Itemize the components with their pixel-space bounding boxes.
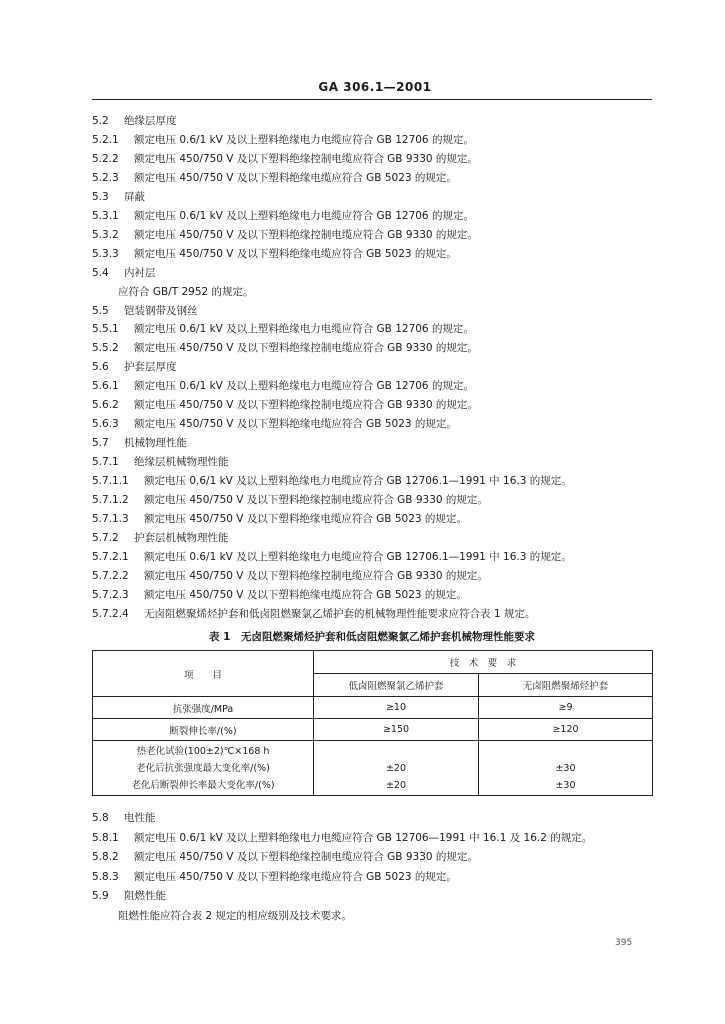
table-cell-aging-col2 [479, 741, 653, 796]
table-cell-value: ≥120 [479, 719, 653, 741]
page-number: 395 [615, 938, 633, 948]
clause-line [92, 209, 474, 223]
clause-line [92, 889, 166, 903]
clause-text: 额定电压 0.6/1 kV 及以上塑料绝缘电力电缆应符合 GB 12706.1—1991 中 16.3 的规定。 [144, 475, 572, 488]
clause-text: 额定电压 450/750 V 及以下塑料绝缘控制电缆应符合 GB 9330 的规定。 [134, 228, 478, 241]
clause-text: 额定电压 0.6/1 kV 及以上塑料绝缘电力电缆应符合 GB 12706.1—1991 中 16.3 的规定。 [144, 550, 572, 563]
table-row [93, 719, 653, 741]
clause-text: 绝缘层厚度 [124, 115, 177, 127]
clause-line [92, 870, 457, 884]
clause-number: 5.7.2.3 [92, 588, 129, 601]
aging-item-3: 老化后断裂伸长率最大变化率/(%) [131, 779, 275, 791]
clause-text: 额定电压 450/750 V 及以下塑料绝缘控制电缆应符合 GB 9330 的规定。 [134, 152, 478, 165]
clause-line [92, 531, 229, 545]
clause-number: 5.7.2.1 [92, 550, 129, 563]
table-cell-value: ≥10 [314, 697, 479, 719]
clause-text: 额定电压 450/750 V 及以下塑料绝缘控制电缆应符合 GB 9330 的规定。 [134, 342, 478, 355]
spec-table [92, 650, 653, 796]
clause-line [92, 512, 467, 526]
table-cell-item: 断裂伸长率/(%) [93, 719, 314, 741]
aging-item-1: 热老化试验(100±2)℃×168 h [136, 745, 270, 757]
clause-number: 5.8.2 [92, 851, 119, 864]
clause-number: 5.6 [92, 361, 109, 374]
clause-line [92, 474, 572, 488]
clause-line [92, 322, 474, 336]
clause-number: 5.7.1.2 [92, 494, 129, 506]
clause-number: 5.7.1.3 [92, 512, 129, 525]
clause-line [92, 266, 156, 280]
clause-text: 绝缘层机械物理性能 [134, 456, 229, 469]
header-rule [92, 99, 652, 100]
clause-text: 额定电压 0.6/1 kV 及以上塑料绝缘电力电缆应符合 GB 12706 的规定。 [134, 133, 474, 146]
clause-number: 5.5.2 [92, 342, 119, 355]
clause-line [92, 228, 478, 242]
clause-line [92, 417, 457, 431]
table-head-requirements: 技 术 要 求 [314, 651, 653, 674]
clause-number: 5.5.1 [92, 323, 119, 336]
aging-col2-a: ±30 [555, 762, 576, 774]
table-row [93, 697, 653, 719]
clause-number: 5.2 [92, 115, 109, 127]
clause-number: 5.8.1 [92, 831, 119, 844]
clause-text: 额定电压 450/750 V 及以下塑料绝缘控制电缆应符合 GB 9330 的规定。 [144, 569, 488, 582]
clause-text: 阻燃性能 [124, 890, 166, 903]
clause-text: 应符合 GB/T 2952 的规定。 [118, 285, 254, 298]
clause-number: 5.5 [92, 304, 109, 317]
clause-number: 5.8 [92, 812, 109, 824]
clause-line [92, 455, 229, 469]
table-cell-value: ≥9 [479, 697, 653, 719]
clause-text: 护套层机械物理性能 [134, 531, 229, 544]
clause-text: 额定电压 450/750 V 及以下塑料绝缘控制电缆应符合 GB 9330 的规定。 [134, 399, 478, 412]
table-head-col2: 无卤阻燃聚烯烃护套 [479, 674, 653, 697]
clause-text: 额定电压 0.6/1 kV 及以上塑料绝缘电力电缆应符合 GB 12706 的规定。 [134, 209, 474, 222]
clause-text: 屏蔽 [124, 190, 145, 203]
table-row-aging [93, 741, 653, 796]
clause-text: 电性能 [124, 812, 156, 824]
clause-text: 额定电压 450/750 V 及以下塑料绝缘电缆应符合 GB 5023 的规定。 [144, 588, 467, 601]
clause-line [92, 247, 457, 261]
clause-line [92, 569, 488, 583]
clause-number: 5.7.2.2 [92, 569, 129, 582]
clause-number: 5.7 [92, 437, 109, 450]
table-head-item: 项 目 [93, 651, 314, 697]
clause-number: 5.7.1.1 [92, 475, 129, 488]
clause-number: 5.4 [92, 266, 109, 279]
table-caption: 表 1 无卤阻燃聚烯烃护套和低卤阻燃聚氯乙烯护套机械物理性能要求 [209, 631, 535, 643]
clause-line [92, 304, 198, 318]
aging-col1-a: ±20 [385, 762, 407, 774]
aging-col1-b: ±20 [385, 779, 407, 791]
clause-line [92, 493, 488, 507]
clause-line [92, 360, 177, 374]
clause-line [92, 379, 474, 393]
table-cell-item: 抗张强度/MPa [93, 697, 314, 719]
aging-col2-b: ±30 [555, 779, 576, 791]
clause-text: 额定电压 450/750 V 及以下塑料绝缘电缆应符合 GB 5023 的规定。 [134, 870, 457, 883]
clause-number: 5.2.3 [92, 171, 119, 184]
clause-number: 5.6.3 [92, 418, 119, 431]
standard-code-header: GA 306.1—2001 [318, 80, 432, 94]
aging-item-2: 老化后抗张强度最大变化率/(%) [136, 762, 270, 774]
clause-text: 额定电压 450/750 V 及以下塑料绝缘电缆应符合 GB 5023 的规定。 [134, 418, 457, 431]
clause-line [92, 133, 474, 147]
table-cell-aging-items [93, 741, 314, 796]
clause-number: 5.2.1 [92, 133, 119, 146]
clause-line [92, 588, 467, 602]
clause-line [92, 607, 535, 621]
clause-text: 铠装钢带及钢丝 [124, 304, 198, 317]
clause-text: 额定电压 450/750 V 及以下塑料绝缘电缆应符合 GB 5023 的规定。 [134, 247, 457, 260]
clause-number: 5.3 [92, 190, 109, 203]
table-head-col1: 低卤阻燃聚氯乙烯护套 [314, 674, 479, 697]
clause-line [92, 550, 572, 564]
table-cell-aging-col1 [314, 741, 479, 796]
clause-line [92, 811, 156, 825]
clause-line [92, 850, 478, 864]
clause-line [92, 171, 457, 185]
clause-text: 额定电压 450/750 V 及以下塑料绝缘电缆应符合 GB 5023 的规定。 [134, 171, 457, 184]
clause-number: 5.8.3 [92, 870, 119, 883]
clause-line [92, 341, 478, 355]
clause-number: 5.7.2.4 [92, 607, 129, 620]
clause-text: 内衬层 [124, 266, 156, 279]
clause-text: 额定电压 450/750 V 及以下塑料绝缘电缆应符合 GB 5023 的规定。 [144, 512, 467, 525]
clause-number: 5.7.1 [92, 456, 119, 469]
clause-text: 阻燃性能应符合表 2 规定的相应级别及技术要求。 [118, 910, 352, 922]
clause-line [92, 436, 187, 450]
clause-continuation [118, 909, 352, 923]
clause-text: 额定电压 0.6/1 kV 及以上塑料绝缘电力电缆应符合 GB 12706—1991 中 16.1 及 16.2 的规定。 [134, 831, 593, 844]
clause-number: 5.2.2 [92, 152, 119, 165]
clause-line [92, 398, 478, 412]
clause-number: 5.3.1 [92, 209, 119, 222]
clause-text: 额定电压 450/750 V 及以下塑料绝缘控制电缆应符合 GB 9330 的规定。 [144, 494, 488, 506]
clause-line [92, 114, 177, 128]
clause-text: 额定电压 0.6/1 kV 及以上塑料绝缘电力电缆应符合 GB 12706 的规定。 [134, 380, 474, 393]
clause-text: 额定电压 0.6/1 kV 及以上塑料绝缘电力电缆应符合 GB 12706 的规定。 [134, 323, 474, 336]
clause-continuation [118, 285, 254, 299]
clause-number: 5.9 [92, 890, 109, 903]
clause-number: 5.6.1 [92, 380, 119, 393]
table-cell-value: ≥150 [314, 719, 479, 741]
clause-number: 5.3.3 [92, 247, 119, 260]
clause-text: 无卤阻燃聚烯烃护套和低卤阻燃聚氯乙烯护套的机械物理性能要求应符合表 1 规定。 [144, 607, 536, 620]
clause-number: 5.6.2 [92, 399, 119, 412]
clause-line [92, 152, 478, 166]
clause-number: 5.7.2 [92, 531, 119, 544]
clause-text: 护套层厚度 [124, 361, 177, 374]
clause-line [92, 190, 145, 204]
clause-line [92, 831, 592, 845]
clause-text: 额定电压 450/750 V 及以下塑料绝缘控制电缆应符合 GB 9330 的规定。 [134, 851, 478, 864]
clause-number: 5.3.2 [92, 228, 119, 241]
clause-text: 机械物理性能 [124, 437, 187, 450]
